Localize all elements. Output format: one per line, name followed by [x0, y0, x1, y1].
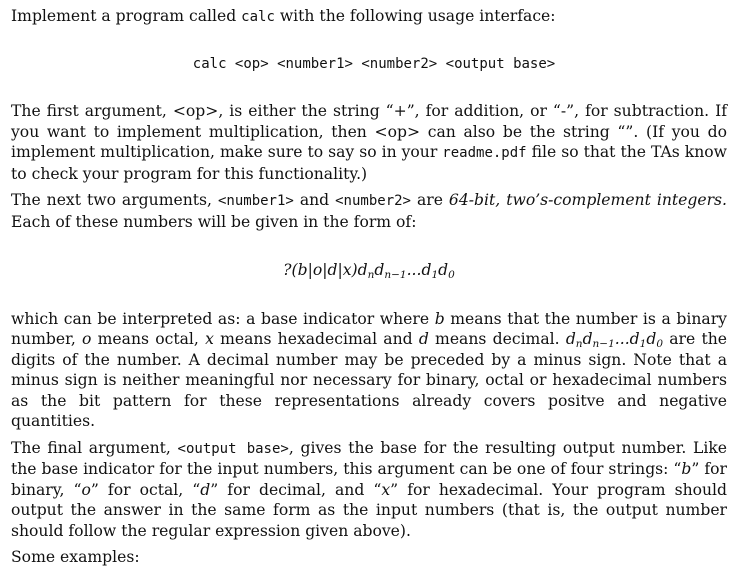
intro-paragraph: Implement a program called calc with the following usage interface:	[11, 7, 556, 25]
op-token: <op>	[172, 102, 219, 120]
output-base-token: <output base>	[177, 440, 289, 457]
integer-type-emphasis: 64-bit, two’s-complement integers.	[448, 191, 727, 209]
output-base-paragraph: The final argument, <output base>, gives the base for the resulting output number. Like the base indicator for the input numbers, this argument can be one of four strings: “b” for binary, “o” for octal, “d” for decimal, and “x” for hexadecimal. Your program should output the answer in the same form as the input numbers (that is, the output number should follow the regular expression given above).	[11, 438, 728, 540]
number2-token: <number2>	[335, 193, 411, 209]
interpretation-paragraph: which can be interpreted as: a base indicator where b means that the number is a binary number, o means octal, x means hexadecimal and d means decimal. $d_nd_{n-1}...d_1d_0$ are the digits of the number. A decimal number may be preceded by a minus sign. Note that a minus sign is neither meaningful nor necessary for binary, octal or hexadecimal numbers as the bit pattern for these representations already covers positve and negative quantities.	[11, 309, 727, 430]
digits-notation: $d_nd_{n-1}...d_1d_0$	[565, 330, 664, 350]
readme-filename: readme.pdf	[442, 145, 527, 161]
op-token: <op>	[374, 122, 421, 141]
examples-label: Some examples:	[11, 548, 140, 566]
usage-line: calc <op> <number1> <number2> <output base>	[192, 55, 556, 72]
number-format-formula: $?(b|o|d|x)d_nd_{n-1}...d_1d_0$	[283, 261, 455, 281]
number1-token: <number1>	[217, 193, 294, 209]
numbers-paragraph: The next two arguments, <number1> and <number2> are 64-bit, two’s-complement integers. Each of these numbers will be given in the form of:	[11, 191, 727, 231]
program-name: calc	[241, 9, 275, 25]
document-page	[11, 6, 727, 568]
op-paragraph: The first argument, <op>, is either the string “+”, for addition, or “-”, for subtraction. If you want to implement multiplication, then <op> can also be the string “”. (If you do implement multiplication, make sure to say so in your readme.pdf file so that the TAs know to check your program for this functionality.)	[11, 102, 727, 183]
